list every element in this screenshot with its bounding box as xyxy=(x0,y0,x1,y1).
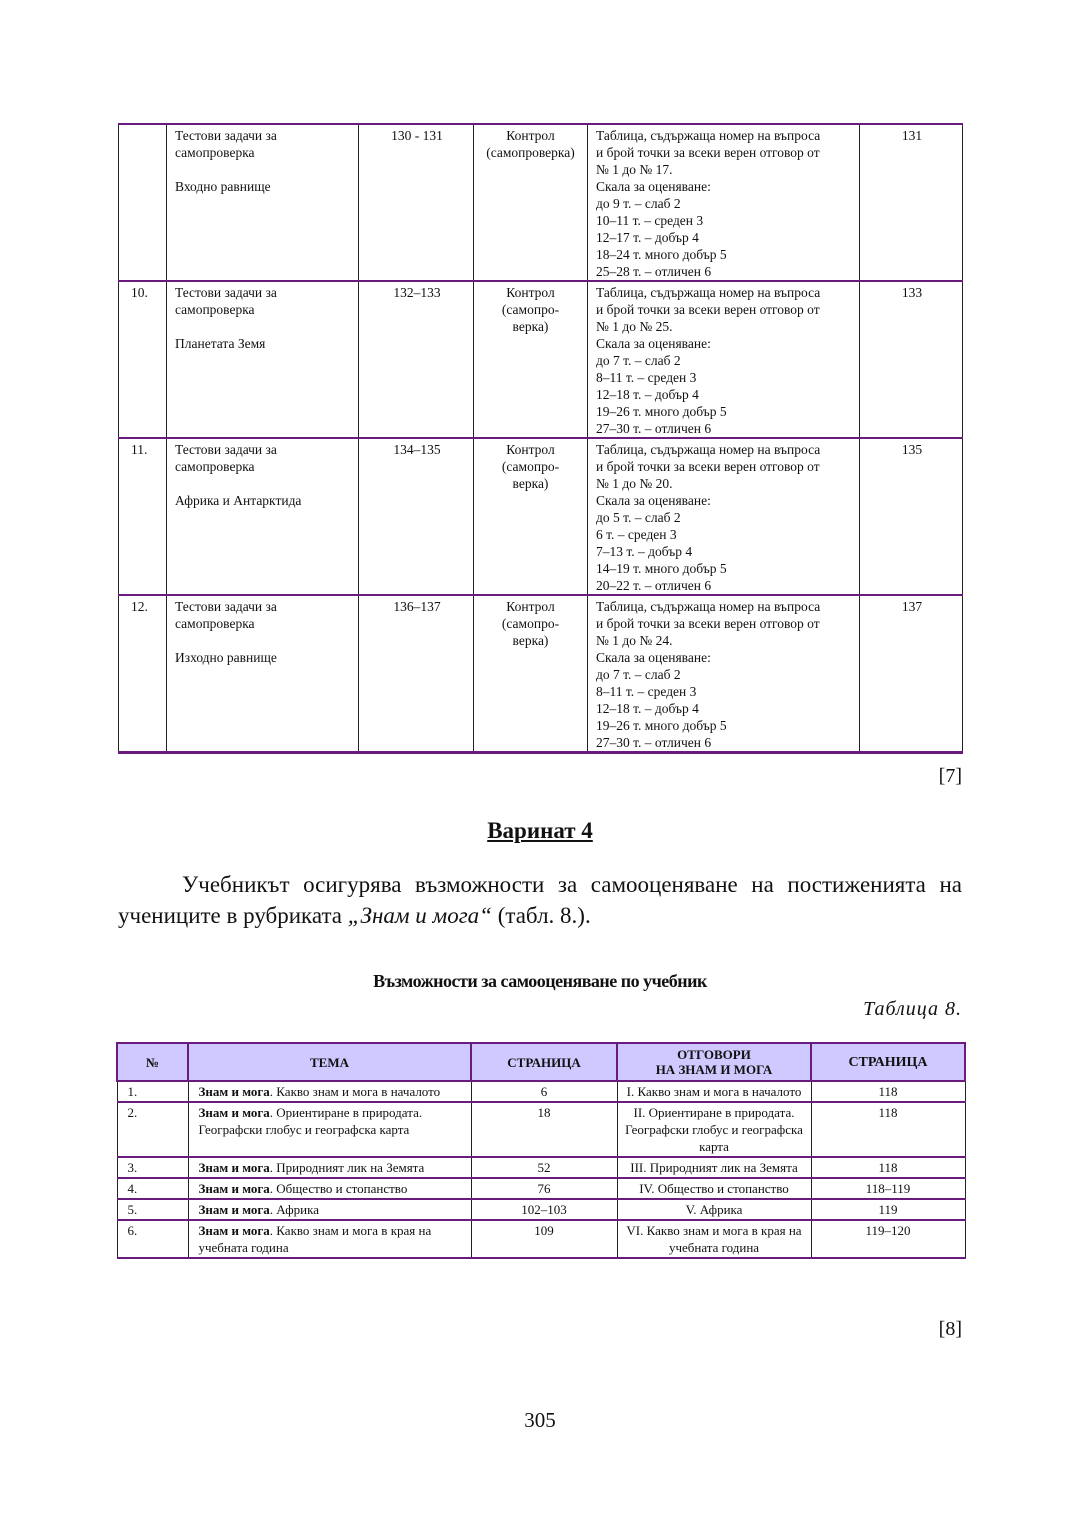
table-row xyxy=(117,1081,965,1102)
type-cell: Контрол (самопроверка) xyxy=(474,124,588,281)
answer-page-cell: 135 xyxy=(860,438,963,595)
table-row xyxy=(119,595,963,753)
criteria-cell: Таблица, съдържаща номер на въпроса и брой точки за всеки верен отговор от № 1 до № 20. Скала за оценяване: до 5 т. – слаб 2 6 т. – среден 3 7–13 т. – добър 4 14–19 т. много добър 5 20–22 т. – отличен 6 xyxy=(588,438,860,595)
type-cell: Контрол (самопро- верка) xyxy=(474,281,588,438)
type-cell: Контрол (самопро- верка) xyxy=(474,595,588,753)
page-cell: 102–103 xyxy=(471,1199,617,1220)
body-paragraph: Учебникът осигурява възможности за самооценяване на постиженията на учениците в рубриката „Знам и мога“ (табл. 8.). xyxy=(118,872,962,928)
topic-cell: Тестови задачи за самопроверка Изходно равнище xyxy=(167,595,359,753)
page-cell: 52 xyxy=(471,1157,617,1178)
table-row xyxy=(119,438,963,595)
page-cell: 109 xyxy=(471,1220,617,1258)
self-check-tests-table xyxy=(118,123,963,754)
table-row xyxy=(119,281,963,438)
row-number: 10. xyxy=(119,281,167,438)
topic-cell: Тестови задачи за самопроверка Планетата Земя xyxy=(167,281,359,438)
header-number: № xyxy=(117,1043,188,1081)
self-assessment-table xyxy=(116,1042,966,1259)
reference-marker: [8] xyxy=(938,1318,962,1340)
rubric-name: „Знам и мога“ xyxy=(347,903,492,928)
section-heading: Варинат 4 xyxy=(487,818,593,843)
table-row xyxy=(117,1157,965,1178)
page-cell: 76 xyxy=(471,1178,617,1199)
answer-cell: V. Африка xyxy=(617,1199,811,1220)
topic-cell: Тестови задачи за самопроверка Африка и Антарктида xyxy=(167,438,359,595)
answer-page-cell: 118 xyxy=(811,1102,965,1157)
answer-page-cell: 137 xyxy=(860,595,963,753)
table-row xyxy=(117,1178,965,1199)
row-number: 5. xyxy=(117,1199,188,1220)
criteria-cell: Таблица, съдържаща номер на въпроса и брой точки за всеки верен отговор от № 1 до № 24. Скала за оценяване: до 7 т. – слаб 2 8–11 т. – среден 3 12–18 т. – добър 4 19–26 т. много добър 5 27–30 т. – отличен 6 xyxy=(588,595,860,753)
header-answers-page: СТРАНИЦА xyxy=(811,1043,965,1081)
pages-cell: 132–133 xyxy=(359,281,474,438)
answer-cell: II. Ориентиране в природата. Географски глобус и географска карта xyxy=(617,1102,811,1157)
answer-page-cell: 119–120 xyxy=(811,1220,965,1258)
topic-cell: Знам и мога. Какво знам и мога в края на учебната година xyxy=(188,1220,471,1258)
pages-cell: 130 - 131 xyxy=(359,124,474,281)
table-row xyxy=(117,1220,965,1258)
row-number: 6. xyxy=(117,1220,188,1258)
topic-cell: Знам и мога. Какво знам и мога в началото xyxy=(188,1081,471,1102)
answer-page-cell: 119 xyxy=(811,1199,965,1220)
table-header-row xyxy=(117,1043,965,1081)
row-number: 1. xyxy=(117,1081,188,1102)
table-row xyxy=(117,1102,965,1157)
row-number: 2. xyxy=(117,1102,188,1157)
answer-page-cell: 133 xyxy=(860,281,963,438)
row-number: 11. xyxy=(119,438,167,595)
answer-cell: VI. Какво знам и мога в края на учебната година xyxy=(617,1220,811,1258)
table-number: Таблица 8. xyxy=(863,998,962,1020)
topic-cell: Знам и мога. Африка xyxy=(188,1199,471,1220)
topic-cell: Знам и мога. Общество и стопанство xyxy=(188,1178,471,1199)
row-number: 3. xyxy=(117,1157,188,1178)
answer-page-cell: 118 xyxy=(811,1081,965,1102)
row-number: 12. xyxy=(119,595,167,753)
topic-cell: Знам и мога. Ориентиране в природата. Географски глобус и географска карта xyxy=(188,1102,471,1157)
topic-cell: Тестови задачи за самопроверка Входно равнище xyxy=(167,124,359,281)
header-page: СТРАНИЦА xyxy=(471,1043,617,1081)
header-answers: ОТГОВОРИ НА ЗНАМ И МОГА xyxy=(617,1043,811,1081)
answer-page-cell: 118–119 xyxy=(811,1178,965,1199)
pages-cell: 134–135 xyxy=(359,438,474,595)
page-cell: 18 xyxy=(471,1102,617,1157)
page-number: 305 xyxy=(524,1408,556,1432)
row-number: 4. xyxy=(117,1178,188,1199)
row-number xyxy=(119,124,167,281)
header-topic: ТЕМА xyxy=(188,1043,471,1081)
pages-cell: 136–137 xyxy=(359,595,474,753)
table-caption: Възможности за самооценяване по учебник xyxy=(373,971,707,991)
page-cell: 6 xyxy=(471,1081,617,1102)
table-row xyxy=(117,1199,965,1220)
answer-cell: I. Какво знам и мога в началото xyxy=(617,1081,811,1102)
criteria-cell: Таблица, съдържаща номер на въпроса и брой точки за всеки верен отговор от № 1 до № 25. Скала за оценяване: до 7 т. – слаб 2 8–11 т. – среден 3 12–18 т. – добър 4 19–26 т. много добър 5 27–30 т. – отличен 6 xyxy=(588,281,860,438)
answer-cell: IV. Общество и стопанство xyxy=(617,1178,811,1199)
type-cell: Контрол (самопро- верка) xyxy=(474,438,588,595)
table-row xyxy=(119,124,963,281)
answer-page-cell: 118 xyxy=(811,1157,965,1178)
criteria-cell: Таблица, съдържаща номер на въпроса и брой точки за всеки верен отговор от № 1 до № 17. Скала за оценяване: до 9 т. – слаб 2 10–11 т. – среден 3 12–17 т. – добър 4 18–24 т. много добър 5 25–28 т. – отличен 6 xyxy=(588,124,860,281)
reference-marker: [7] xyxy=(938,765,962,787)
answer-cell: III. Природният лик на Земята xyxy=(617,1157,811,1178)
answer-page-cell: 131 xyxy=(860,124,963,281)
topic-cell: Знам и мога. Природният лик на Земята xyxy=(188,1157,471,1178)
